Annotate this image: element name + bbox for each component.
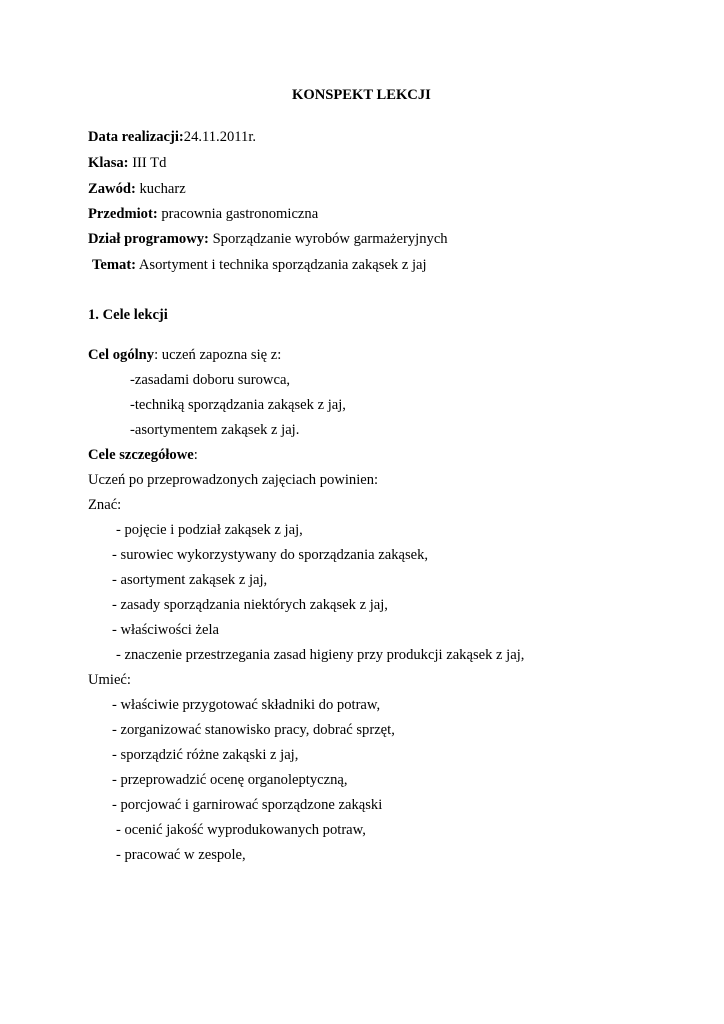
program-value: Sporządzanie wyrobów garmażeryjnych bbox=[208, 231, 448, 247]
topic-value: Asortyment i technika sporządzania zakąsek z jaj bbox=[136, 257, 427, 273]
program-label: Dział programowy: bbox=[88, 231, 209, 247]
know-item: - asortyment zakąsek z jaj, bbox=[112, 572, 268, 588]
know-item: - zasady sporządzania niektórych zakąsek z jaj, bbox=[112, 597, 388, 613]
can-item: - zorganizować stanowisko pracy, dobrać sprzęt, bbox=[112, 722, 395, 738]
date-value: 24.11.2011r. bbox=[183, 129, 257, 145]
know-item: - pojęcie i podział zakąsek z jaj, bbox=[116, 522, 303, 538]
general-goal-row bbox=[88, 346, 281, 364]
can-item: - ocenić jakość wyprodukowanych potraw, bbox=[116, 822, 366, 838]
class-label: Klasa: bbox=[88, 155, 129, 171]
page-title: KONSPEKT LEKCJI bbox=[292, 87, 431, 103]
general-goal-item: -techniką sporządzania zakąsek z jaj, bbox=[130, 397, 346, 413]
class-row bbox=[88, 154, 166, 172]
can-item: - właściwie przygotować składniki do potraw, bbox=[112, 697, 381, 713]
program-row bbox=[88, 230, 448, 248]
subject-label: Przedmiot: bbox=[88, 206, 158, 222]
date-label: Data realizacji: bbox=[88, 129, 184, 145]
know-item: - właściwości żela bbox=[112, 622, 219, 638]
topic-row bbox=[92, 256, 427, 274]
profession-label: Zawód: bbox=[88, 181, 136, 197]
can-item: - sporządzić różne zakąski z jaj, bbox=[112, 747, 299, 763]
section-heading: 1. Cele lekcji bbox=[88, 307, 168, 323]
specific-goals-colon: : bbox=[193, 447, 198, 463]
know-item: - surowiec wykorzystywany do sporządzania zakąsek, bbox=[112, 547, 429, 563]
specific-goals-label: Cele szczegółowe bbox=[88, 447, 194, 463]
can-label: Umieć: bbox=[88, 672, 131, 688]
date-row bbox=[88, 128, 256, 146]
general-goal-label: Cel ogólny bbox=[88, 347, 155, 363]
specific-goals-row bbox=[88, 446, 198, 464]
general-goal-item: -zasadami doboru surowca, bbox=[130, 372, 291, 388]
topic-label: Temat: bbox=[92, 257, 137, 273]
can-item: - pracować w zespole, bbox=[116, 847, 246, 863]
can-item: - przeprowadzić ocenę organoleptyczną, bbox=[112, 772, 348, 788]
specific-intro: Uczeń po przeprowadzonych zajęciach powinien: bbox=[88, 472, 379, 488]
general-goal-text: : uczeń zapozna się z: bbox=[154, 347, 282, 363]
class-value: III Td bbox=[128, 155, 167, 171]
can-item: - porcjować i garnirować sporządzone zakąski bbox=[112, 797, 383, 813]
profession-value: kucharz bbox=[135, 181, 186, 197]
general-goal-item: -asortymentem zakąsek z jaj. bbox=[130, 422, 300, 438]
know-item: - znaczenie przestrzegania zasad higieny przy produkcji zakąsek z jaj, bbox=[116, 647, 525, 663]
know-label: Znać: bbox=[88, 497, 122, 513]
subject-row bbox=[88, 205, 318, 223]
profession-row bbox=[88, 180, 186, 198]
subject-value: pracownia gastronomiczna bbox=[157, 206, 319, 222]
